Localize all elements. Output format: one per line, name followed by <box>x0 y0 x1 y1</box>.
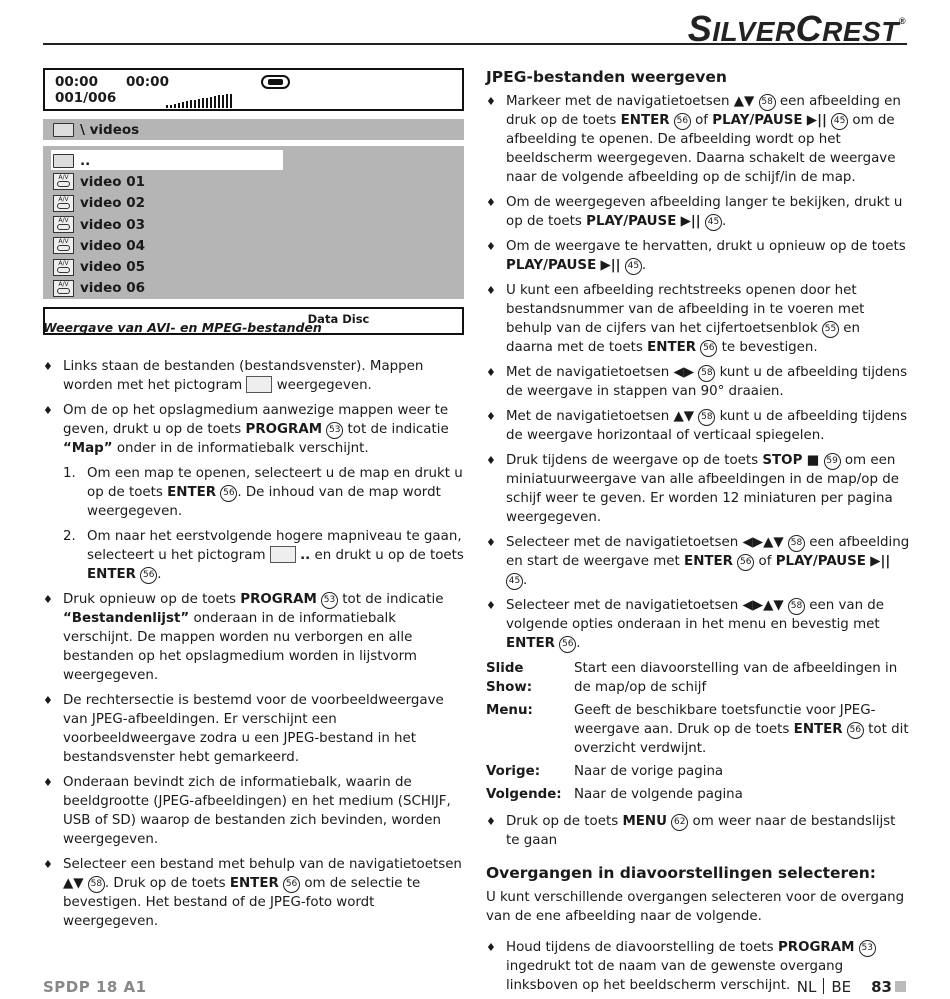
circled-number-56-icon: 56 <box>700 340 717 357</box>
video-file-icon: A/V <box>53 280 74 297</box>
folder-icon <box>53 123 74 137</box>
medium-label: Data Disc <box>307 312 370 326</box>
circled-number-62-icon: 62 <box>671 814 688 831</box>
signal-bar <box>202 98 204 108</box>
list-item-file[interactable]: A/V video 05 <box>53 256 454 277</box>
list-item-file[interactable]: A/V video 02 <box>53 193 454 214</box>
status-box <box>43 68 464 111</box>
circled-number-53-icon: 53 <box>859 940 876 957</box>
four-way-arrows-icon: ◀▶▲▼ <box>742 535 784 550</box>
four-way-arrows-icon: ◀▶▲▼ <box>742 598 784 613</box>
file-list <box>43 146 464 299</box>
disc-icon <box>261 75 290 89</box>
list-item: ♦ Met de navigatietoetsen ▲▼ 58 kunt u de afbeelding tijdens de weergave horizontaal of verticaal spiegelen. <box>486 407 911 445</box>
signal-bar <box>182 102 184 108</box>
list-item: ♦ Links staan de bestanden (bestandsvenster). Mappen worden met het pictogram weergegeven. <box>43 357 465 395</box>
folder-path: \ videos <box>80 121 140 138</box>
list-item: ♦ Houd tijdens de diavoorstelling de toets PROGRAM 53 ingedrukt tot de naam van de gewenste overgang linksboven op het beeldscherm verschijnt. <box>486 938 911 995</box>
folder-icon <box>270 546 296 563</box>
track-counter: 001/006 <box>55 90 117 106</box>
signal-bar <box>186 101 188 108</box>
circled-number-56-icon: 56 <box>847 722 864 739</box>
circled-number-58-icon: 58 <box>788 535 805 552</box>
list-item: ♦ Selecteer met de navigatietoetsen ◀▶▲▼ 58 een afbeelding en start de weergave met ENTER 56 of PLAY/PAUSE ▶|| 45 . <box>486 533 911 590</box>
folder-icon <box>246 376 272 393</box>
folder-path-bar <box>43 119 464 140</box>
circled-number-58-icon: 58 <box>788 598 805 615</box>
list-item-file[interactable]: A/V video 06 <box>53 278 454 299</box>
up-down-arrows-icon: ▲▼ <box>673 409 695 424</box>
left-right-arrows-icon: ◀▶ <box>673 365 695 380</box>
video-file-icon: A/V <box>53 259 74 276</box>
list-item: ♦ Om de weergave te hervatten, drukt u opnieuw op de toets PLAY/PAUSE ▶|| 45 . <box>486 237 911 275</box>
signal-bar <box>218 95 220 108</box>
list-item: 2. Om naar het eerstvolgende hogere mapniveau te gaan, selecteert u het pictogram .. en drukt u op de toets ENTER 56 . <box>63 529 464 582</box>
model-number: SPDP 18 A1 <box>43 978 147 996</box>
list-item: ♦ U kunt een afbeelding rechtstreeks openen door het bestandsnummer van de afbeelding in te voeren met behulp van de cijfers van het cijfertoetsenblok 55 en daarna met de toets ENTER 56 te bevestigen. <box>486 281 911 357</box>
circled-number-56-icon: 56 <box>220 485 237 502</box>
circled-number-45-icon: 45 <box>506 573 523 590</box>
time-elapsed: 00:00 <box>55 74 98 90</box>
signal-bar <box>222 95 224 108</box>
circled-number-56-icon: 56 <box>737 554 754 571</box>
section-heading: Overgangen in diavoorstellingen selecteren: <box>486 864 876 882</box>
list-item: ♦ De rechtersectie is bestemd voor de voorbeeldweergave van JPEG-afbeeldingen. Er verschijnt een voorbeeldweergave zodra u een JPEG-bestand in het bestandsvenster hebt gemarkeerd. <box>43 691 465 767</box>
left-column <box>43 68 465 937</box>
circled-number-55-icon: 55 <box>822 321 839 338</box>
up-down-arrows-icon: ▲▼ <box>63 876 84 891</box>
list-item: ♦ Om de weergegeven afbeelding langer te bekijken, drukt u op de toets PLAY/PAUSE ▶|| 45 . <box>486 193 911 231</box>
list-item: ♦ Druk opnieuw op de toets PROGRAM 53 tot de indicatie “Bestandenlijst” onderaan in de informatiebalk verschijnt. De mappen worden nu verborgen en alle bestanden op het opslagmedium worden in lijstvorm weergegeven. <box>43 590 465 685</box>
time-total: 00:00 <box>125 74 169 90</box>
circled-number-59-icon: 59 <box>824 453 841 470</box>
circled-number-58-icon: 58 <box>698 409 715 426</box>
circled-number-56-icon: 56 <box>559 636 576 653</box>
screen-illustration <box>43 68 464 326</box>
circled-number-53-icon: 53 <box>321 592 338 609</box>
play-pause-icon: ▶|| <box>806 113 827 128</box>
play-pause-icon: ▶|| <box>600 258 621 273</box>
circled-number-58-icon: 58 <box>88 876 105 893</box>
play-pause-icon: ▶|| <box>870 554 891 569</box>
signal-bar <box>226 94 228 108</box>
circled-number-45-icon: 45 <box>625 258 642 275</box>
stop-icon: ■ <box>806 453 820 468</box>
signal-bar <box>166 105 168 108</box>
list-item: ♦ Markeer met de navigatietoetsen ▲▼ 58 een afbeelding en druk op de toets ENTER 56 of PLAY/PAUSE ▶|| 45 om de afbeelding te openen. De afbeelding wordt op het beeldscherm weergegeven. Daarna schakelt de weergave naar de volgende afbeelding op de schijf/in de map. <box>486 92 911 187</box>
list-item-file[interactable]: A/V video 04 <box>53 235 454 256</box>
signal-bar <box>170 105 172 109</box>
circled-number-56-icon: 56 <box>283 876 300 893</box>
video-file-icon: A/V <box>53 216 74 233</box>
page-footer: NL BE 83 <box>797 978 906 996</box>
right-column <box>486 68 911 999</box>
folder-icon <box>53 154 74 168</box>
signal-bar <box>214 96 216 108</box>
circled-number-45-icon: 45 <box>831 113 848 130</box>
list-item: 1. Om een map te openen, selecteert u de map en drukt u op de toets ENTER 56 . De inhoud van de map wordt weergegeven. <box>63 466 463 519</box>
page-marker-icon <box>895 981 906 992</box>
list-item: ♦ Selecteer een bestand met behulp van de navigatietoetsen ▲▼ 58 . Druk op de toets ENTER 56 om de selectie te bevestigen. Het bestand of de JPEG-foto wordt weergegeven. <box>43 855 465 931</box>
list-item: ♦ Selecteer met de navigatietoetsen ◀▶▲▼ 58 een van de volgende opties onderaan in het menu en bevestig met ENTER 56 . <box>486 596 911 653</box>
options-table: Slide Show: Start een diavoorstelling van de afbeeldingen in de map/op de schijf Menu: Geeft de beschikbare toetsfunctie voor JPEG-weergave aan. Druk op de toets ENTER 56 tot dit overzicht verdwijnt. Vorige: Naar de vorige pagina Volgende: Naar de volgende pagina <box>486 661 909 802</box>
signal-bar <box>206 98 208 109</box>
circled-number-58-icon: 58 <box>759 94 776 111</box>
paragraph: U kunt verschillende overgangen selecteren voor de overgang van de ene afbeelding naar de volgende. <box>486 890 905 924</box>
up-down-arrows-icon: ▲▼ <box>733 94 755 109</box>
info-bar <box>43 307 464 335</box>
signal-bar <box>194 100 196 108</box>
circled-number-58-icon: 58 <box>698 365 715 382</box>
video-file-icon: A/V <box>53 237 74 254</box>
circled-number-53-icon: 53 <box>326 422 343 439</box>
list-item: ♦ Om de op het opslagmedium aanwezige mappen weer te geven, drukt u op de toets PROGRAM 53 tot de indicatie “Map” onder in de informatiebalk verschijnt. <box>43 401 465 458</box>
circled-number-56-icon: 56 <box>674 113 691 130</box>
section-heading: JPEG-bestanden weergeven <box>486 68 727 86</box>
figure-caption: Weergave van AVI- en MPEG-bestanden <box>43 320 322 335</box>
list-item-file[interactable]: A/V video 03 <box>53 214 454 235</box>
video-file-icon: A/V <box>53 195 74 212</box>
brand-logo: SILVERCREST® <box>687 8 906 49</box>
list-item-file[interactable]: A/V video 01 <box>53 171 454 192</box>
signal-bar <box>174 104 176 108</box>
signal-bar <box>178 103 180 108</box>
list-item: ♦ Met de navigatietoetsen ◀▶ 58 kunt u de afbeelding tijdens de weergave in stappen van 90° draaien. <box>486 363 911 401</box>
signal-bars-icon <box>166 94 232 108</box>
signal-bar <box>230 94 232 108</box>
list-item: ♦ Druk tijdens de weergave op de toets STOP ■ 59 om een miniatuurweergave van alle afbeeldingen in de map/op de schijf weer te geven. Er worden 12 miniaturen per pagina weergegeven. <box>486 451 911 527</box>
circled-number-45-icon: 45 <box>705 214 722 231</box>
header-rule <box>43 43 907 45</box>
signal-bar <box>210 97 212 108</box>
signal-bar <box>190 100 192 108</box>
list-item: ♦ Onderaan bevindt zich de informatiebalk, waarin de beeldgrootte (JPEG-afbeeldingen) en het medium (SCHIJF, USB of SD) waarop de bestanden zich bevinden, worden weergegeven. <box>43 773 465 849</box>
signal-bar <box>198 99 200 108</box>
list-item: ♦ Druk op de toets MENU 62 om weer naar de bestandslijst te gaan <box>486 812 911 850</box>
page-number: 83 <box>871 978 892 996</box>
circled-number-56-icon: 56 <box>140 567 157 584</box>
play-pause-icon: ▶|| <box>680 214 701 229</box>
video-file-icon: A/V <box>53 173 74 190</box>
list-item-parent[interactable]: .. <box>53 150 454 171</box>
